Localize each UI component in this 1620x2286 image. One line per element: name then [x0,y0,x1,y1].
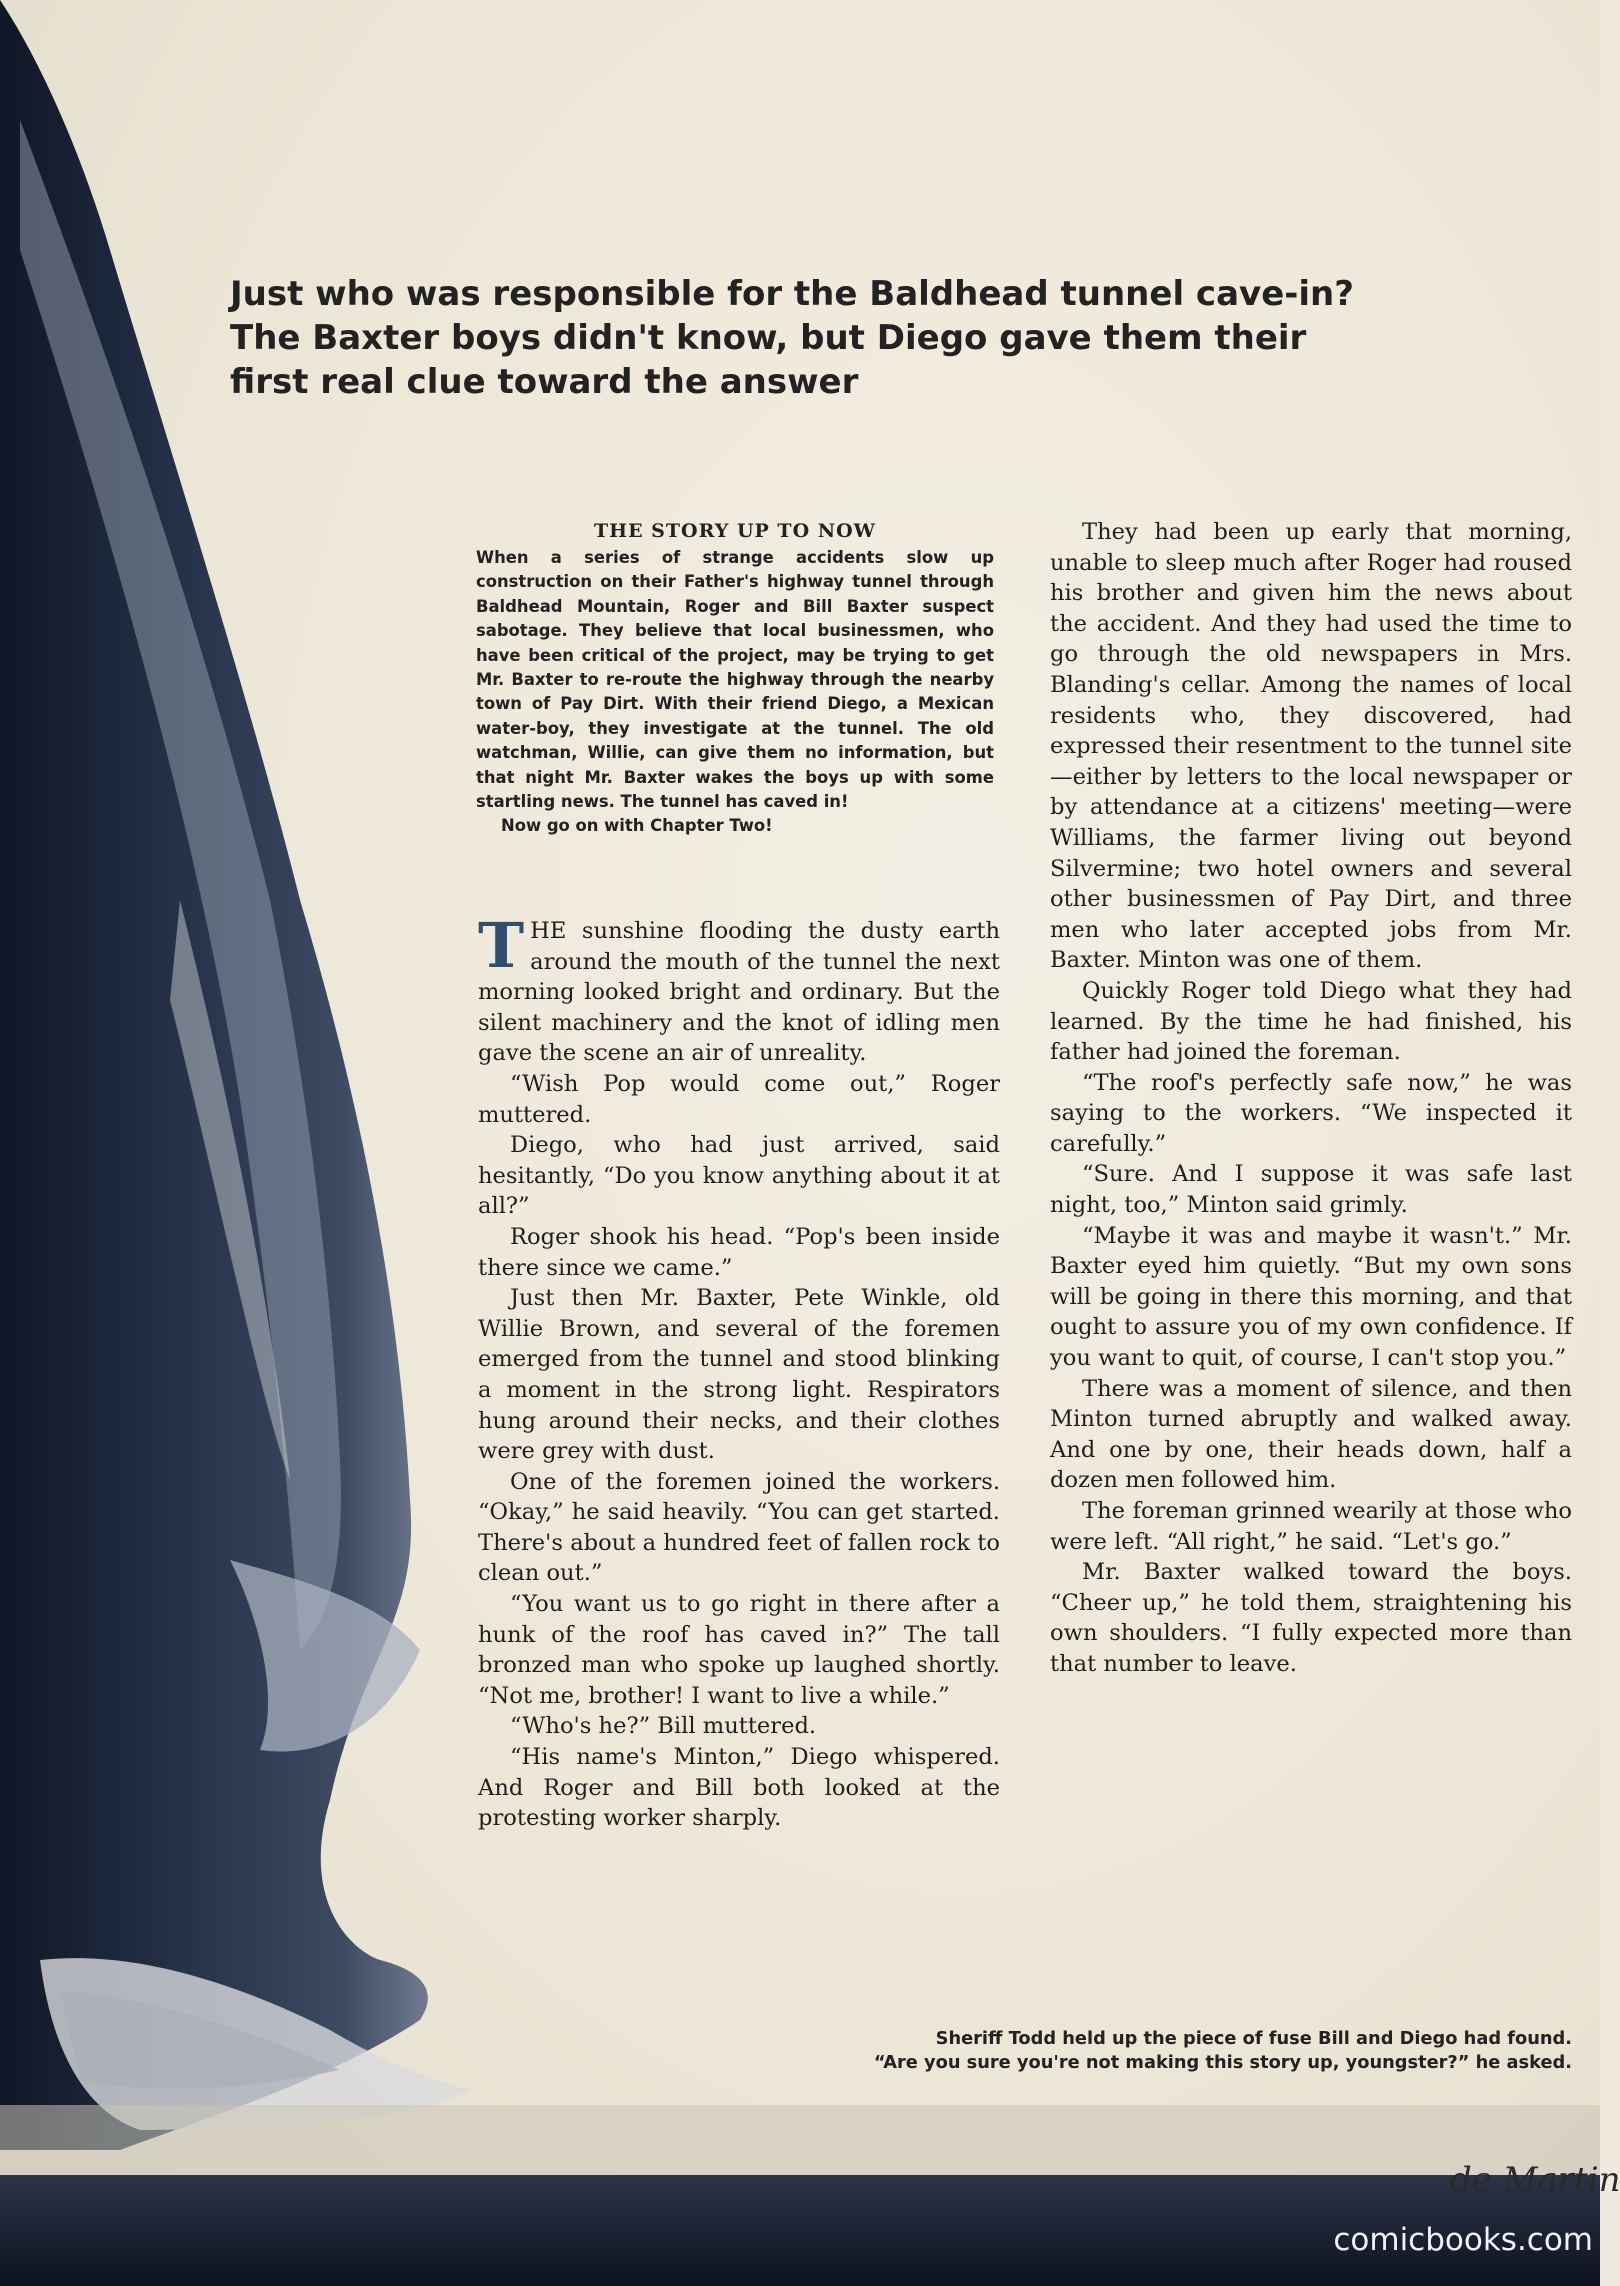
site-watermark: comicbooks.com [1333,2222,1593,2258]
drop-cap: T [478,909,525,982]
caption-line: Sheriff Todd held up the piece of fuse Bill and Diego had found. [935,2028,1572,2049]
article-headline: Just who was responsible for the Baldhead tunnel cave-in? The Baxter boys didn't know, but Diego gave them their first real clue toward the answer [230,274,1354,402]
paragraph: They had been up early that morning, unable to sleep much after Roger had roused his brother and given him the news about the accident. And they had used the time to go through the old newspapers in Mrs. Blanding's cellar. Among the names of local residents who, they discovered, had expressed their resentment to the tunnel site—either by letters to the local newspaper or by attendance at a citizens' meeting—were Williams, the farmer living out beyond Silvermine; two hotel owners and several other businessmen of Pay Dirt, and three men who later accepted jobs from Mr. Baxter. Minton was one of them. [1050,519,1572,974]
paragraph: Diego, who had just arrived, said hesitantly, “Do you know anything about it at all?” [478,1132,1000,1220]
illustration-caption [660,2027,1572,2075]
recap-continue-note: Now go on with Chapter Two! [501,816,773,836]
artist-signature: de Martin [1450,2160,1620,2200]
recap-title: THE STORY UP TO NOW [593,520,876,542]
paragraph: “Who's he?” Bill muttered. [510,1713,817,1740]
story-recap-box [476,518,994,839]
paragraph: “You want us to go right in there after a hunk of the roof has caved in?” The tall bronzed man who spoke up laughed shortly. “Not me, brother! I want to live a while.” [478,1591,1000,1709]
paragraph: One of the foremen joined the workers. “Okay,” he said heavily. “You can get started. There's about a hundred feet of fallen rock to clean out.” [478,1468,1000,1587]
paragraph: “Wish Pop would come out,” Roger muttered. [478,1070,1000,1128]
paragraph: There was a moment of silence, and then Minton turned abruptly and walked away. And one by one, their heads down, half a dozen men followed him. [1050,1375,1572,1494]
paragraph: “His name's Minton,” Diego whispered. And Roger and Bill both looked at the protesting worker sharply. [478,1744,1000,1832]
paragraph: “Sure. And I suppose it was safe last night, too,” Minton said grimly. [1050,1161,1572,1219]
caption-line: “Are you sure you're not making this story up, youngster?” he asked. [873,2052,1572,2073]
recap-body: When a series of strange accidents slow up construction on their Father's highway tunnel through Baldhead Mountain, Roger and Bill Baxter suspect sabotage. They believe that local businessmen, who have been critical of the project, may be trying to get Mr. Baxter to re-route the highway through the nearby town of Pay Dirt. With their friend Diego, a Mexican water-boy, they investigate at the tunnel. The old watchman, Willie, can give them no information, but that night Mr. Baxter wakes the boys up with some startling news. The tunnel has caved in! [476,548,994,812]
paragraph: “The roof's perfectly safe now,” he was saying to the workers. “We inspected it carefully.” [1050,1069,1572,1157]
text-column-left [478,909,1000,1834]
paragraph [478,909,1000,1069]
paragraph: Quickly Roger told Diego what they had learned. By the time he had finished, his father had joined the foreman. [1050,977,1572,1066]
paragraph: Mr. Baxter walked toward the boys. “Cheer up,” he told them, straightening his own shoulders. “I fully expected more than that number to leave. [1050,1559,1572,1677]
paragraph: Roger shook his head. “Pop's been inside there since we came.” [478,1223,1000,1281]
paragraph: Just then Mr. Baxter, Pete Winkle, old Willie Brown, and several of the foremen emerged from the tunnel and stood blinking a moment in the strong light. Respirators hung around their necks, and their clothes were grey with dust. [478,1285,1000,1465]
paragraph-text: HE sunshine flooding the dusty earth around the mouth of the tunnel the next morning looked bright and ordinary. But the silent machinery and the knot of idling men gave the scene an air of unreality. [478,918,1000,1067]
paragraph: “Maybe it was and maybe it wasn't.” Mr. Baxter eyed him quietly. “But my own sons will be going in there this morning, and that ought to assure you of my own confidence. If you want to quit, of course, I can't stop you.” [1050,1222,1572,1372]
text-column-right [1050,517,1572,1680]
paragraph: The foreman grinned wearily at those who were left. “All right,” he said. “Let's go.” [1050,1498,1572,1555]
